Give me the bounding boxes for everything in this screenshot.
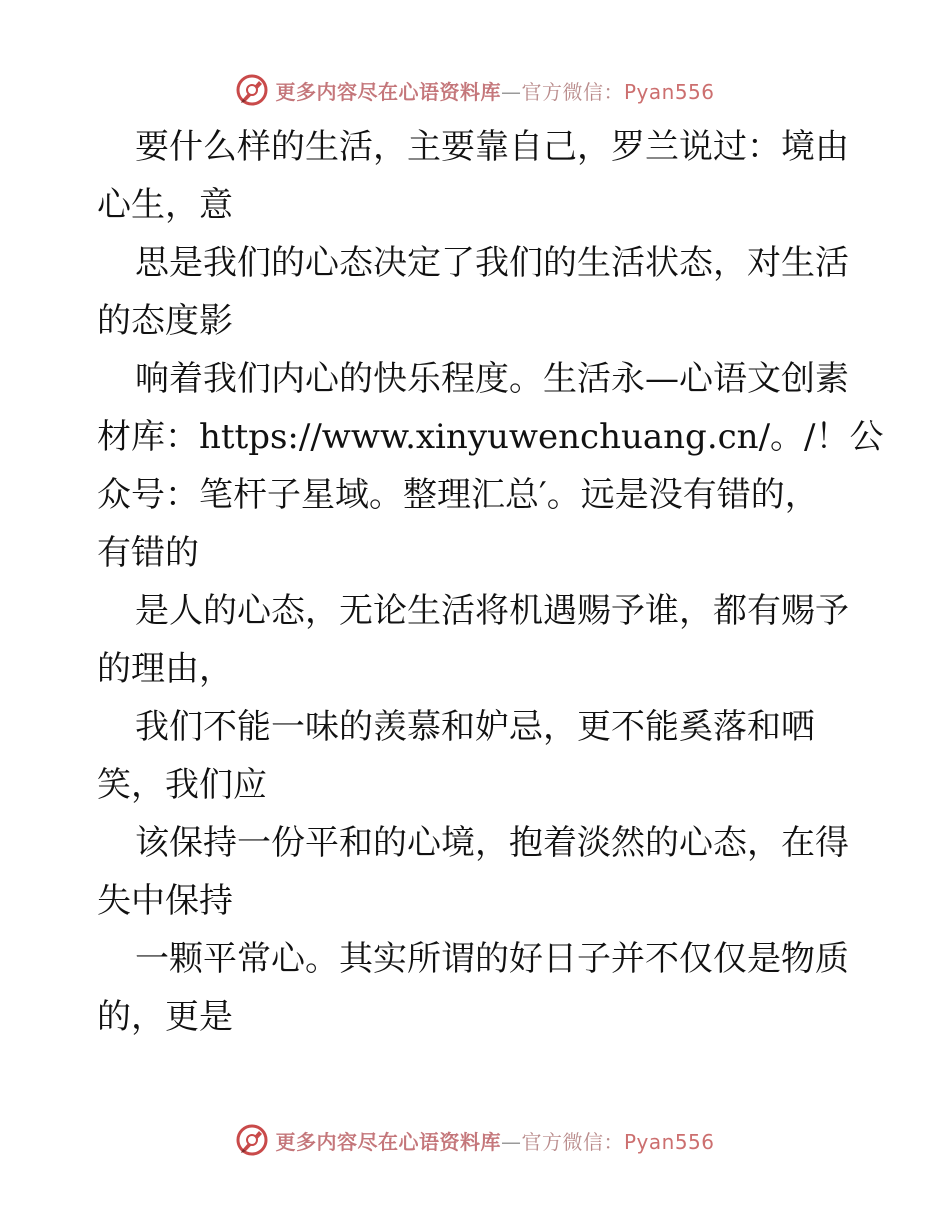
body-line: 响着我们内心的快乐程度。生活永—心语文创素 [135,359,849,399]
body-line: 我们不能一味的羡慕和妒忌，更不能奚落和哂 [135,707,815,747]
body-line: 该保持一份平和的心境，抱着淡然的心态，在得 [135,823,849,863]
body-line: 的，更是 [97,997,233,1037]
body-line: 的理由， [97,649,233,689]
body-line: 是人的心态，无论生活将机遇赐予谁，都有赐予 [135,591,849,631]
footer-banner-text [275,1126,714,1155]
header-banner-text [275,76,714,105]
footer-brand-text: 更多内容尽在心语资料库 [275,1129,501,1154]
footer-dash: — [500,1129,522,1154]
header-wechat-id: Pyan556 [623,79,715,104]
header-dash: — [500,79,522,104]
body-line: 的态度影 [97,301,233,341]
body-line: 众号：笔杆子星域。整理汇总′。远是没有错的， [97,475,819,515]
quill-logo-icon [235,73,269,107]
header-brand-text: 更多内容尽在心语资料库 [275,79,501,104]
header-wechat-label: 官方微信： [521,79,624,104]
body-line: 失中保持 [97,881,233,921]
footer-wechat-id: Pyan556 [623,1129,715,1154]
header-banner [0,70,950,110]
footer-wechat-label: 官方微信： [521,1129,624,1154]
body-line: 心生，意 [97,185,233,225]
body-line: 思是我们的心态决定了我们的生活状态，对生活 [135,243,849,283]
body-line: 笑，我们应 [97,765,267,805]
quill-logo-icon [235,1123,269,1157]
body-line: 有错的 [97,533,199,573]
body-line: 要什么样的生活，主要靠自己，罗兰说过：境由 [135,127,849,167]
body-line: 材库：https://www.xinyuwenchuang.cn/。/！公 [97,417,884,457]
body-line: 一颗平常心。其实所谓的好日子并不仅仅是物质 [135,939,849,979]
footer-banner [0,1120,950,1160]
